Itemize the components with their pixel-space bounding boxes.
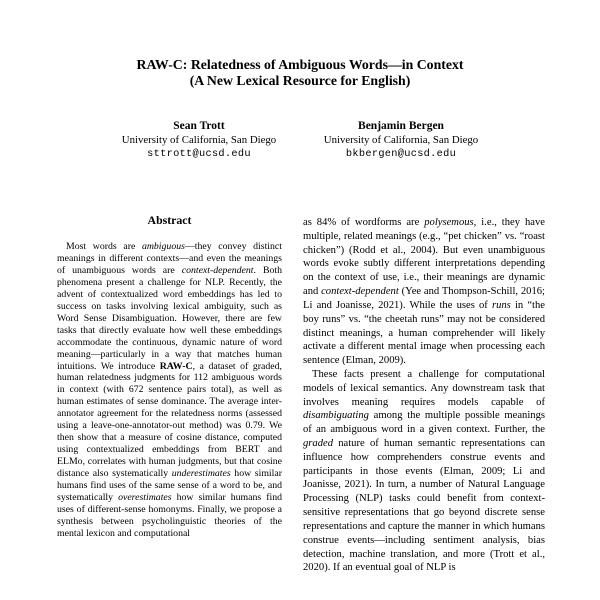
abstract-body bbox=[57, 241, 282, 540]
text-run: . Both phenomena present a challenge for NLP. Recently, the advent of contextualized word embeddings has led to success on tasks involving lexical ambiguity, such as Word Sense Disambiguation. However, there are few tasks that directly evaluate how well these embeddings accommodate the continuous, dynamic nature of word meaning—particularly in a way that matches human intuitions. We introduce bbox=[57, 264, 282, 372]
text-run: —they convey distinct meanings in different contexts—and even the meanings of unambiguous words are bbox=[57, 241, 283, 276]
author-name: Sean Trott bbox=[173, 120, 225, 132]
text-run: ambiguous bbox=[141, 241, 185, 252]
text-run: nature of human semantic representations can influence how comprehenders construe events and participants in those events (Elman, 2009; Li and Joanisse, 2021). In turn, a number of Natural Language Processing (NLP) tasks could benefit from context-sensitive representations that go beyond discrete sense representations and capture the manner in which humans construe events—including sentiment analysis, bias detection, machine translation, and more (Trott et al., 2020). If an eventual goal of NLP is bbox=[303, 438, 545, 574]
paper-title-line1: RAW-C: Relatedness of Ambiguous Words—in Context bbox=[136, 57, 464, 72]
text-run: disambiguating bbox=[303, 410, 369, 422]
paragraph bbox=[303, 368, 545, 575]
abstract-heading: Abstract bbox=[147, 213, 192, 227]
text-run: among the multiple possible meanings of an ambiguous word in a given context. Further, the bbox=[303, 410, 545, 436]
text-run: underestimates bbox=[171, 468, 231, 480]
text-run: runs bbox=[491, 299, 511, 311]
paper-title bbox=[0, 57, 600, 88]
text-run: graded bbox=[303, 438, 334, 449]
text-run: how similar humans find uses of different-sense homonyms. Finally, we propose a synthesis between psycholinguistic theories of the mental lexicon and computational bbox=[57, 492, 283, 539]
text-run: , i.e., they have multiple, related meanings (e.g., “pet chicken” vs. “roast chicken”) (Rodd et al., 2004). But even unambiguous words evoke subtly different interpretations depending on the context of use, i.e., their meanings are dynamic and bbox=[303, 217, 545, 298]
text-run: as 84% of wordforms are bbox=[303, 217, 425, 228]
paragraph bbox=[303, 216, 545, 368]
author-name: Benjamin Bergen bbox=[358, 120, 444, 132]
text-run: how similar humans find uses of the same sense of a word to be, and systematically bbox=[57, 468, 282, 504]
author-affiliation: University of California, San Diego bbox=[121, 134, 277, 146]
author-affiliation: University of California, San Diego bbox=[323, 134, 479, 146]
text-run: , a dataset of graded, human relatedness judgments for 112 ambiguous words in context (with 672 sentence pairs total), as well as human estimates of sense dominance. The average inter-annotator agreement for the relatedness norms (assessed using a leave-one-annotator-out method) was 0.79. We then show that a measure of cosine distance, computed using contextualized embeddings from BERT and ELMo, correlates with human judgments, but that cosine distance also systematically bbox=[57, 360, 282, 480]
text-run: polysemous bbox=[424, 217, 474, 228]
abstract-section bbox=[57, 214, 282, 540]
text-run: context-dependent bbox=[321, 286, 399, 298]
introduction-column bbox=[303, 216, 545, 575]
text-run: These facts present a challenge for computational models of lexical semantics. Any downstream task that involves meaning requires models capable of bbox=[303, 368, 545, 408]
text-run: RAW-C bbox=[159, 360, 193, 372]
text-run: context-dependent bbox=[181, 264, 254, 276]
author-email: bkbergen@ucsd.edu bbox=[345, 148, 457, 160]
author-block-2 bbox=[261, 118, 541, 161]
paper-title-line2: (A New Lexical Resource for English) bbox=[189, 72, 411, 88]
text-run: overestimates bbox=[118, 492, 172, 504]
text-run: in “the boy runs” vs. “the cheetah runs” may not be considered distinct meanings, a human comprehender will likely activate a different mental image when processing each sentence (Elman, 2009). bbox=[303, 299, 545, 367]
text-run: Most words are bbox=[66, 241, 142, 252]
text-run: (Yee and Thompson-Schill, 2016; Li and Joanisse, 2021). While the uses of bbox=[303, 286, 545, 311]
author-email: sttrott@ucsd.edu bbox=[147, 148, 251, 160]
paragraph bbox=[57, 241, 282, 540]
